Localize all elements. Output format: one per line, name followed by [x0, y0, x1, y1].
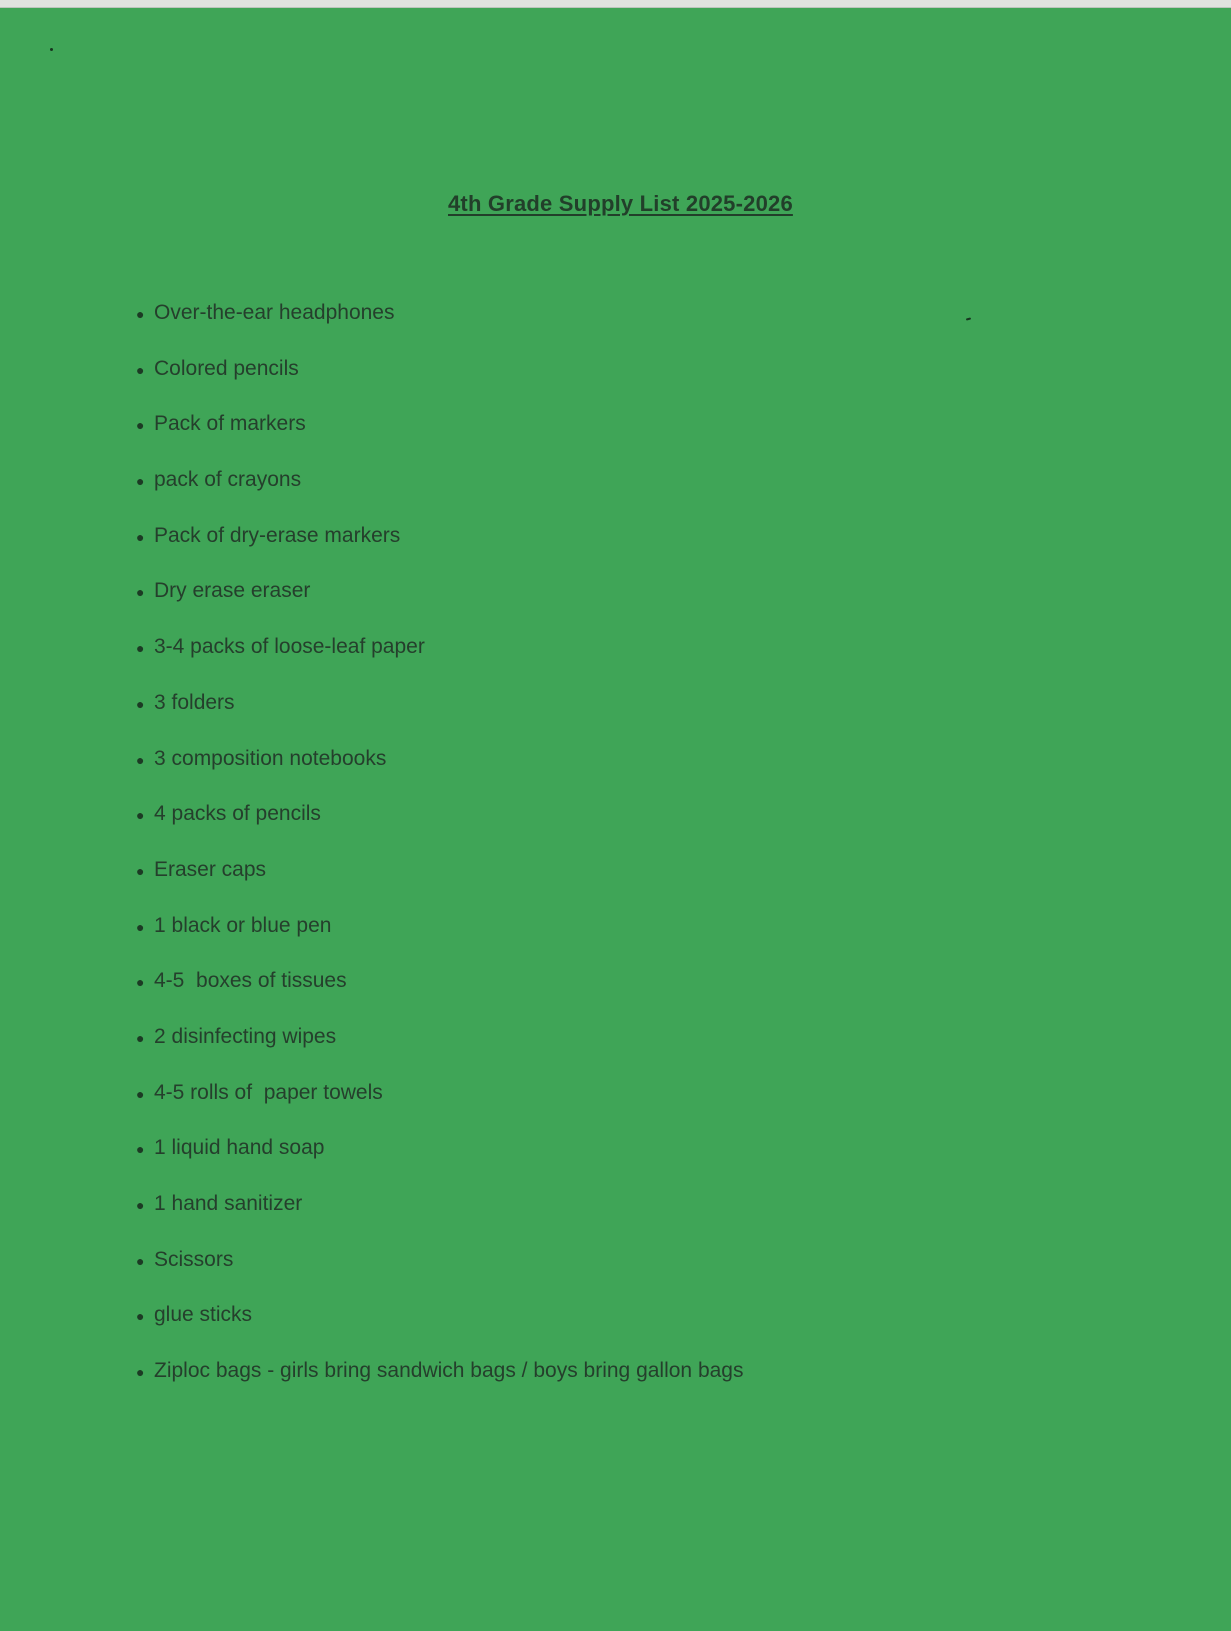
supply-item-label: Ziploc bags - girls bring sandwich bags / boys bring gallon bags [154, 1359, 744, 1383]
bullet-icon: ● [136, 306, 145, 322]
supply-item [136, 969, 744, 1025]
supply-item-label: Colored pencils [154, 356, 299, 380]
supply-item-label: 1 liquid hand soap [154, 1136, 325, 1160]
supply-item [136, 468, 744, 524]
supply-item [136, 802, 744, 858]
scanner-top-border [0, 0, 1231, 8]
supply-item-label: 1 black or blue pen [154, 913, 332, 937]
supply-item-label: Eraser caps [154, 857, 267, 881]
supply-list [136, 301, 744, 1415]
supply-item [136, 524, 744, 580]
bullet-icon: ● [136, 1252, 145, 1269]
supply-item [136, 1025, 744, 1081]
supply-item-label: glue sticks [154, 1303, 253, 1327]
bullet-icon: ● [136, 695, 145, 712]
supply-item [136, 747, 744, 803]
supply-item [136, 1303, 744, 1359]
supply-item-label: 4-5 rolls of paper towels [154, 1080, 383, 1104]
supply-item-label: Pack of markers [154, 412, 306, 436]
supply-item-label: Over-the-ear headphones [154, 301, 395, 324]
bullet-icon: ● [136, 918, 145, 935]
bullet-icon: ● [136, 974, 145, 991]
supply-item-label: 3 folders [154, 690, 235, 714]
supply-item-label: 4-5 boxes of tissues [154, 969, 347, 993]
bullet-icon: ● [136, 361, 145, 378]
bullet-icon: ● [136, 1085, 145, 1102]
supply-item-label: 4 packs of pencils [154, 802, 321, 826]
scan-speck [50, 48, 53, 51]
bullet-icon: ● [136, 1029, 145, 1046]
supply-item-label: Pack of dry-erase markers [154, 523, 401, 547]
bullet-icon: ● [136, 1197, 145, 1213]
bullet-icon: ● [136, 1308, 145, 1325]
supply-item [136, 301, 744, 357]
supply-item-label: Dry erase eraser [154, 579, 311, 603]
supply-item [136, 579, 744, 635]
supply-item [136, 635, 744, 691]
supply-item-label: 1 hand sanitizer [154, 1192, 303, 1215]
supply-item [136, 1192, 744, 1248]
supply-item [136, 691, 744, 747]
bullet-icon: ● [136, 473, 145, 490]
supply-item-label: 2 disinfecting wipes [154, 1024, 337, 1048]
page-title: 4th Grade Supply List 2025-2026 [448, 191, 793, 216]
supply-item-label: Scissors [154, 1247, 234, 1271]
bullet-icon: ● [136, 640, 145, 657]
bullet-icon: ● [136, 417, 145, 434]
supply-item-label: 3-4 packs of loose-leaf paper [154, 635, 425, 659]
bullet-icon: ● [136, 862, 145, 879]
supply-item [136, 1248, 744, 1304]
supply-item [136, 412, 744, 468]
scan-speck [966, 317, 971, 320]
supply-item [136, 858, 744, 914]
supply-item [136, 357, 744, 413]
bullet-icon: ● [136, 1141, 145, 1158]
supply-item [136, 1136, 744, 1192]
bullet-icon: ● [136, 584, 145, 601]
bullet-icon: ● [136, 528, 145, 545]
bullet-icon: ● [136, 751, 145, 768]
supply-item [136, 1359, 744, 1415]
supply-item-label: pack of crayons [154, 468, 302, 492]
supply-item [136, 1081, 744, 1137]
bullet-icon: ● [136, 807, 145, 824]
supply-item-label: 3 composition notebooks [154, 746, 387, 770]
supply-item [136, 914, 744, 970]
bullet-icon: ● [136, 1364, 145, 1381]
